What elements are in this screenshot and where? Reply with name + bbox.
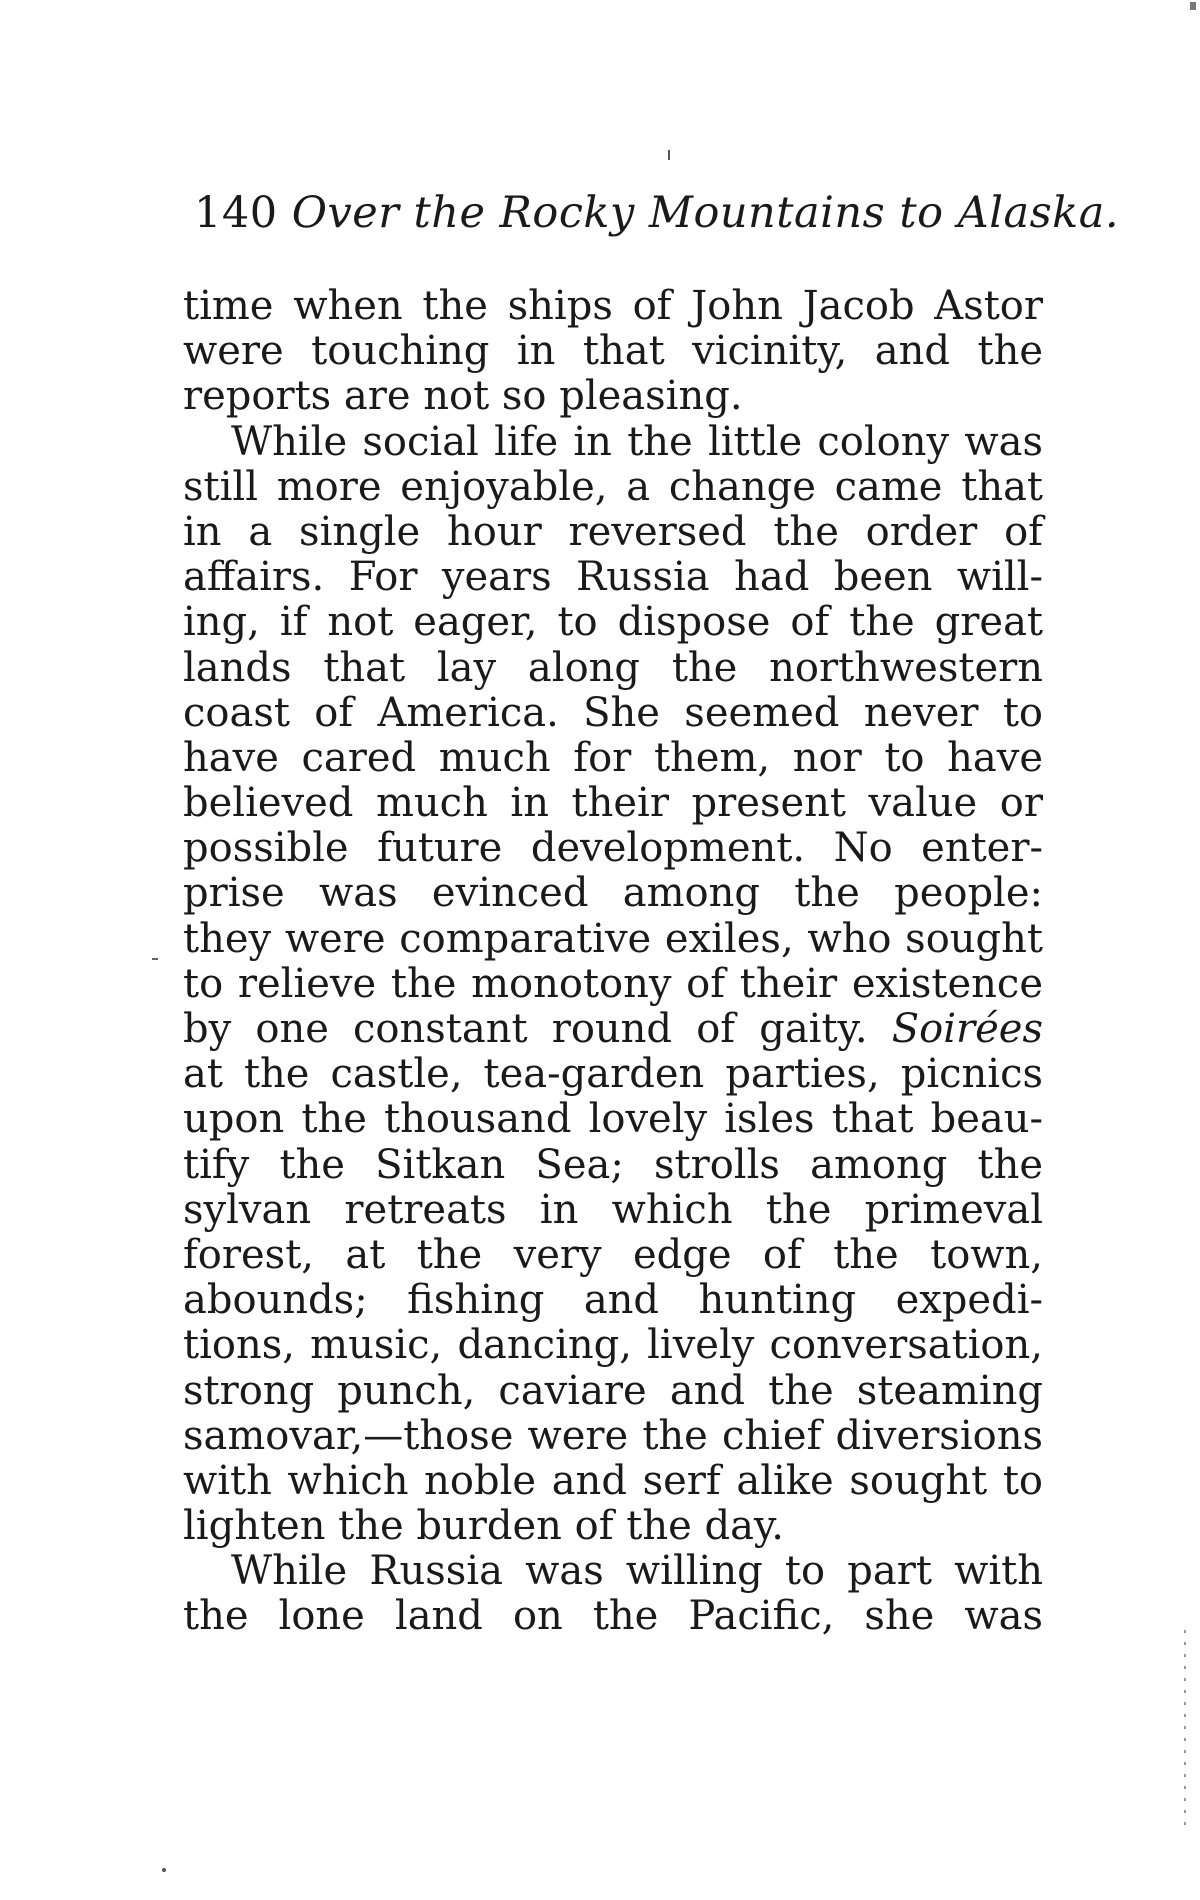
- text-line: abounds; fishing and hunting expedi-: [183, 1277, 1043, 1324]
- running-header: [194, 188, 1120, 238]
- text-line: samovar,—those were the chief diversions: [183, 1412, 1043, 1459]
- text-line: the lone land on the Pacific, she was: [183, 1593, 1043, 1640]
- text-line: strong punch, caviare and the steaming: [183, 1367, 1043, 1414]
- text-line: tify the Sitkan Sea; strolls among the: [183, 1141, 1043, 1188]
- text-line: they were comparative exiles, who sought: [183, 915, 1043, 962]
- text-line: reports are not so pleasing.: [183, 373, 743, 420]
- text-line: with which noble and serf alike sought to: [183, 1457, 1043, 1504]
- text-line: affairs. For years Russia had been will-: [183, 554, 1043, 601]
- body-text: [183, 284, 1043, 1640]
- text-line: have cared much for them, nor to have: [183, 734, 1043, 781]
- text-segment: by one constant round of gaity.: [183, 1006, 868, 1052]
- text-line: at the castle, tea-garden parties, picnics: [183, 1051, 1043, 1098]
- text-line: to relieve the monotony of their existence: [183, 960, 1043, 1007]
- text-line: lands that lay along the northwestern: [183, 644, 1043, 691]
- paragraph-start-line: While social life in the little colony was: [231, 418, 1043, 465]
- text-line: possible future development. No enter-: [183, 825, 1043, 872]
- running-title: Over the Rocky Mountains to Alaska.: [291, 188, 1120, 238]
- text-line: still more enjoyable, a change came that: [183, 463, 1043, 510]
- scan-artifact: [162, 1868, 166, 1872]
- text-line: were touching in that vicinity, and the: [183, 328, 1043, 375]
- italic-word: Soirées: [891, 1006, 1043, 1052]
- scan-artifact: [1190, 2, 1196, 10]
- page-number: 140: [194, 188, 278, 238]
- text-line: ing, if not eager, to dispose of the great: [183, 599, 1043, 646]
- scan-artifact: [1184, 1630, 1186, 1830]
- text-line: lighten the burden of the day.: [183, 1503, 784, 1550]
- scan-artifact: [152, 958, 158, 960]
- text-line: tions, music, dancing, lively conversation,: [183, 1322, 1043, 1369]
- text-line: upon the thousand lovely isles that beau-: [183, 1096, 1043, 1143]
- text-line: sylvan retreats in which the primeval: [183, 1186, 1043, 1233]
- scan-artifact: [668, 150, 670, 160]
- paragraph-start-line: While Russia was willing to part with: [231, 1548, 1043, 1595]
- text-line: forest, at the very edge of the town,: [183, 1231, 1043, 1278]
- text-line-with-italic: [183, 1007, 1043, 1052]
- text-line: prise was evinced among the people:: [183, 870, 1043, 917]
- text-line: time when the ships of John Jacob Astor: [183, 283, 1043, 329]
- text-line: in a single hour reversed the order of: [183, 508, 1043, 555]
- text-line: believed much in their present value or: [183, 780, 1043, 827]
- text-line: coast of America. She seemed never to: [183, 689, 1043, 736]
